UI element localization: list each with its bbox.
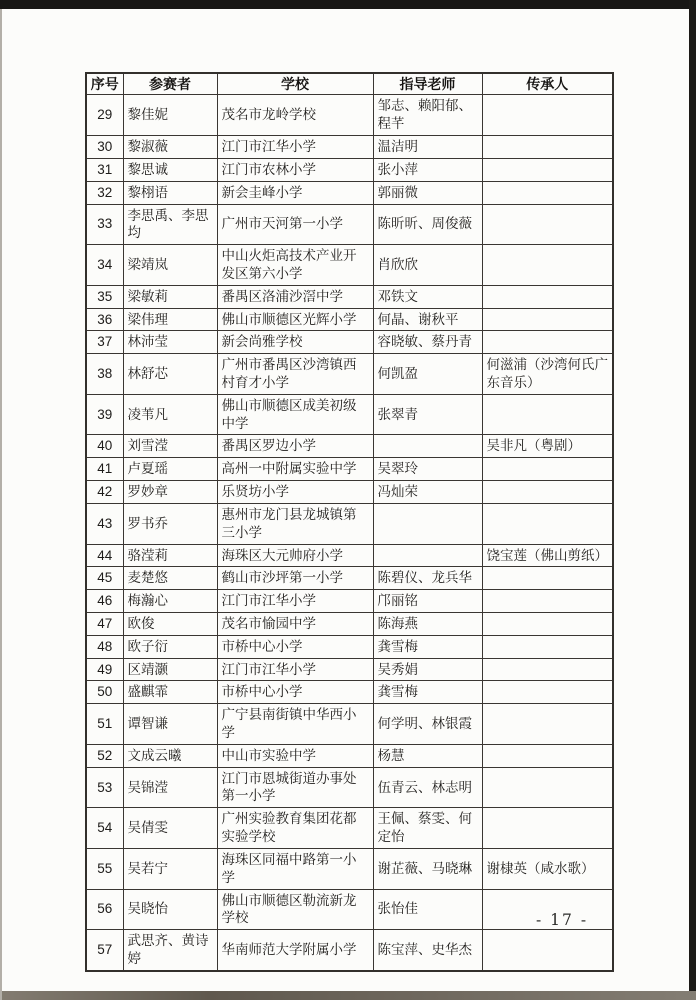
cell-school: 中山火炬高技术产业开发区第六小学 (217, 245, 373, 286)
cell-inheritor (482, 658, 613, 681)
cell-school: 华南师范大学附属小学 (217, 930, 373, 971)
cell-school: 广州市天河第一小学 (217, 204, 373, 245)
cell-no: 32 (86, 181, 123, 204)
cell-participant: 黎佳妮 (123, 95, 217, 136)
cell-no: 31 (86, 158, 123, 181)
cell-inheritor: 何滋浦（沙湾何氏广东音乐） (482, 354, 613, 395)
cell-no: 39 (86, 394, 123, 435)
table-row (86, 394, 613, 435)
cell-instructors: 温洁明 (373, 136, 482, 159)
cell-inheritor (482, 158, 613, 181)
cell-no: 57 (86, 930, 123, 971)
table-body (86, 95, 613, 971)
cell-participant: 罗书乔 (123, 503, 217, 544)
table-row (86, 435, 613, 458)
cell-instructors (373, 503, 482, 544)
cell-instructors: 陈碧仪、龙兵华 (373, 567, 482, 590)
cell-inheritor (482, 331, 613, 354)
cell-school: 佛山市顺德区勒流新龙学校 (217, 889, 373, 930)
cell-inheritor: 谢棣英（咸水歌） (482, 848, 613, 889)
cell-inheritor (482, 458, 613, 481)
cell-instructors: 肖欣欣 (373, 245, 482, 286)
page-number: - 17 - (536, 911, 589, 929)
cell-no: 43 (86, 503, 123, 544)
cell-school: 海珠区大元帅府小学 (217, 544, 373, 567)
cell-no: 54 (86, 808, 123, 849)
cell-school: 茂名市愉园中学 (217, 612, 373, 635)
cell-no: 36 (86, 308, 123, 331)
cell-participant: 黎栩语 (123, 181, 217, 204)
table-row (86, 458, 613, 481)
cell-inheritor (482, 481, 613, 504)
cell-participant: 文成云曦 (123, 744, 217, 767)
cell-participant: 林舒芯 (123, 354, 217, 395)
cell-instructors: 王佩、蔡雯、何定怡 (373, 808, 482, 849)
cell-school: 新会圭峰小学 (217, 181, 373, 204)
cell-instructors: 邓铁文 (373, 285, 482, 308)
cell-no: 40 (86, 435, 123, 458)
cell-participant: 卢夏瑶 (123, 458, 217, 481)
col-header-participant: 参赛者 (123, 73, 217, 95)
cell-no: 50 (86, 681, 123, 704)
cell-participant: 麦楚悠 (123, 567, 217, 590)
cell-instructors: 伍青云、林志明 (373, 767, 482, 808)
cell-school: 中山市实验中学 (217, 744, 373, 767)
cell-inheritor (482, 285, 613, 308)
cell-school: 佛山市顺德区光辉小学 (217, 308, 373, 331)
cell-school: 鹤山市沙坪第一小学 (217, 567, 373, 590)
table-row (86, 204, 613, 245)
cell-school: 广州市番禺区沙湾镇西村育才小学 (217, 354, 373, 395)
cell-instructors: 谢芷薇、马晓琳 (373, 848, 482, 889)
cell-school: 江门市江华小学 (217, 136, 373, 159)
cell-inheritor (482, 767, 613, 808)
cell-school: 江门市江华小学 (217, 590, 373, 613)
cell-no: 30 (86, 136, 123, 159)
cell-school: 市桥中心小学 (217, 635, 373, 658)
table-row (86, 612, 613, 635)
cell-school: 高州一中附属实验中学 (217, 458, 373, 481)
table-row (86, 930, 613, 971)
cell-participant: 吴若宁 (123, 848, 217, 889)
cell-instructors: 邹志、赖阳郁、程芊 (373, 95, 482, 136)
cell-inheritor (482, 136, 613, 159)
cell-inheritor (482, 245, 613, 286)
cell-inheritor (482, 744, 613, 767)
col-header-no: 序号 (86, 73, 123, 95)
cell-instructors: 杨慧 (373, 744, 482, 767)
col-header-school: 学校 (217, 73, 373, 95)
cell-inheritor (482, 704, 613, 745)
table-header (86, 73, 613, 95)
cell-no: 44 (86, 544, 123, 567)
cell-no: 41 (86, 458, 123, 481)
table-row (86, 681, 613, 704)
cell-inheritor (482, 612, 613, 635)
table-header-row (86, 73, 613, 95)
cell-instructors: 何晶、谢秋平 (373, 308, 482, 331)
cell-inheritor (482, 808, 613, 849)
cell-no: 45 (86, 567, 123, 590)
table-row (86, 567, 613, 590)
cell-participant: 梁靖岚 (123, 245, 217, 286)
cell-inheritor (482, 394, 613, 435)
cell-school: 番禺区罗边小学 (217, 435, 373, 458)
cell-no: 33 (86, 204, 123, 245)
cell-no: 34 (86, 245, 123, 286)
cell-no: 56 (86, 889, 123, 930)
cell-participant: 欧子衍 (123, 635, 217, 658)
cell-instructors: 容晓敏、蔡丹青 (373, 331, 482, 354)
cell-participant: 吴锦滢 (123, 767, 217, 808)
cell-participant: 罗妙章 (123, 481, 217, 504)
cell-participant: 骆滢莉 (123, 544, 217, 567)
cell-participant: 盛麒霏 (123, 681, 217, 704)
table-row (86, 285, 613, 308)
scan-edge-left (0, 9, 2, 1000)
cell-inheritor (482, 95, 613, 136)
cell-inheritor: 饶宝莲（佛山剪纸） (482, 544, 613, 567)
cell-school: 茂名市龙岭学校 (217, 95, 373, 136)
cell-no: 37 (86, 331, 123, 354)
table-row (86, 331, 613, 354)
col-header-instructor: 指导老师 (373, 73, 482, 95)
table-row (86, 889, 613, 930)
table-row (86, 658, 613, 681)
table-row (86, 136, 613, 159)
cell-participant: 黎淑薇 (123, 136, 217, 159)
cell-instructors: 张翠青 (373, 394, 482, 435)
scan-edge-bottom (0, 991, 696, 1000)
cell-inheritor (482, 181, 613, 204)
cell-no: 51 (86, 704, 123, 745)
cell-instructors: 陈宝萍、史华杰 (373, 930, 482, 971)
cell-inheritor (482, 503, 613, 544)
cell-school: 江门市江华小学 (217, 658, 373, 681)
table-row (86, 481, 613, 504)
table-row (86, 308, 613, 331)
cell-participant: 刘雪滢 (123, 435, 217, 458)
table-row (86, 635, 613, 658)
cell-no: 48 (86, 635, 123, 658)
scan-edge-top (0, 0, 696, 9)
cell-no: 52 (86, 744, 123, 767)
table-row (86, 503, 613, 544)
cell-school: 江门市农林小学 (217, 158, 373, 181)
cell-inheritor (482, 635, 613, 658)
cell-participant: 区靖灏 (123, 658, 217, 681)
cell-school: 广州实验教育集团花都实验学校 (217, 808, 373, 849)
cell-instructors (373, 435, 482, 458)
cell-no: 42 (86, 481, 123, 504)
cell-inheritor (482, 590, 613, 613)
table-row (86, 767, 613, 808)
cell-school: 新会尚雅学校 (217, 331, 373, 354)
cell-school: 江门市恩城街道办事处第一小学 (217, 767, 373, 808)
cell-instructors: 吴秀娟 (373, 658, 482, 681)
cell-instructors: 郭丽微 (373, 181, 482, 204)
cell-participant: 凌苇凡 (123, 394, 217, 435)
cell-instructors: 龚雪梅 (373, 635, 482, 658)
cell-school: 广宁县南街镇中华西小学 (217, 704, 373, 745)
cell-inheritor (482, 930, 613, 971)
cell-instructors: 陈海燕 (373, 612, 482, 635)
table-row (86, 354, 613, 395)
cell-no: 29 (86, 95, 123, 136)
cell-participant: 梁伟理 (123, 308, 217, 331)
cell-participant: 黎思诚 (123, 158, 217, 181)
table-row (86, 590, 613, 613)
cell-participant: 梁敏莉 (123, 285, 217, 308)
contest-participants-table (85, 72, 614, 972)
cell-no: 47 (86, 612, 123, 635)
cell-school: 乐贤坊小学 (217, 481, 373, 504)
cell-instructors: 龚雪梅 (373, 681, 482, 704)
cell-no: 55 (86, 848, 123, 889)
cell-participant: 李思禹、李思均 (123, 204, 217, 245)
cell-school: 海珠区同福中路第一小学 (217, 848, 373, 889)
cell-instructors: 冯灿荣 (373, 481, 482, 504)
cell-participant: 武思齐、黄诗婷 (123, 930, 217, 971)
cell-instructors: 陈昕昕、周俊薇 (373, 204, 482, 245)
cell-instructors: 何学明、林银霞 (373, 704, 482, 745)
col-header-inheritor: 传承人 (482, 73, 613, 95)
cell-participant: 谭智谦 (123, 704, 217, 745)
cell-participant: 吴倩雯 (123, 808, 217, 849)
cell-participant: 欧俊 (123, 612, 217, 635)
cell-no: 38 (86, 354, 123, 395)
cell-participant: 梅瀚心 (123, 590, 217, 613)
cell-instructors (373, 544, 482, 567)
cell-participant: 林沛莹 (123, 331, 217, 354)
cell-inheritor (482, 681, 613, 704)
cell-inheritor (482, 567, 613, 590)
cell-school: 佛山市顺德区成美初级中学 (217, 394, 373, 435)
cell-school: 惠州市龙门县龙城镇第三小学 (217, 503, 373, 544)
cell-school: 市桥中心小学 (217, 681, 373, 704)
cell-no: 49 (86, 658, 123, 681)
cell-participant: 吴晓怡 (123, 889, 217, 930)
cell-no: 53 (86, 767, 123, 808)
table-row (86, 181, 613, 204)
cell-inheritor: 吴非凡（粤剧） (482, 435, 613, 458)
table-row (86, 848, 613, 889)
cell-inheritor (482, 308, 613, 331)
cell-instructors: 张怡佳 (373, 889, 482, 930)
table-row (86, 544, 613, 567)
cell-instructors: 何凯盈 (373, 354, 482, 395)
cell-no: 46 (86, 590, 123, 613)
table-row (86, 808, 613, 849)
table-row (86, 245, 613, 286)
scan-edge-right (689, 0, 696, 1000)
cell-instructors: 吴翠玲 (373, 458, 482, 481)
table-row (86, 744, 613, 767)
table-row (86, 158, 613, 181)
cell-school: 番禺区洛浦沙滘中学 (217, 285, 373, 308)
cell-inheritor (482, 204, 613, 245)
table-row (86, 95, 613, 136)
cell-instructors: 张小萍 (373, 158, 482, 181)
cell-instructors: 邝丽铭 (373, 590, 482, 613)
table-row (86, 704, 613, 745)
cell-no: 35 (86, 285, 123, 308)
